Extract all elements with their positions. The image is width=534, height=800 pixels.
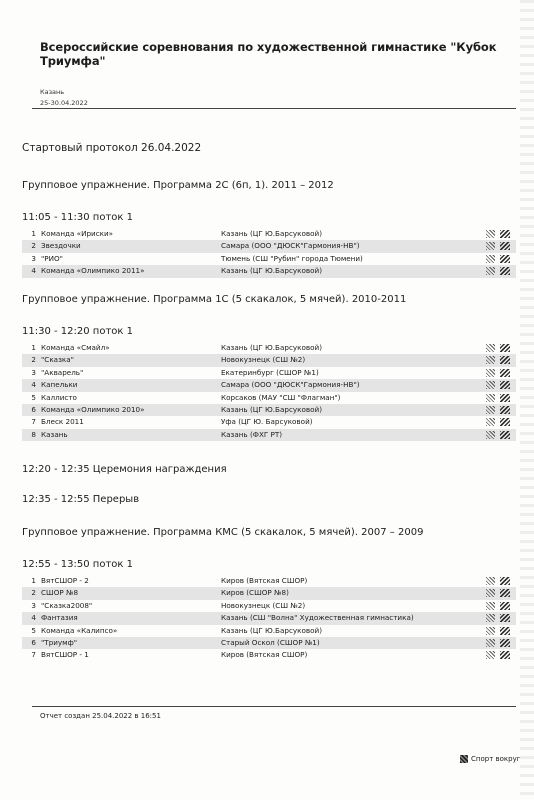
handwritten-marks bbox=[486, 614, 512, 623]
team-name: ВятСШОР - 2 bbox=[41, 576, 89, 585]
team-city: Киров (СШОР №8) bbox=[221, 588, 289, 598]
handwritten-marks bbox=[486, 406, 512, 415]
team-name: СШОР №8 bbox=[41, 588, 79, 598]
team-city: Казань (ФХГ РТ) bbox=[221, 429, 283, 439]
row-number: 2 bbox=[31, 355, 36, 365]
team-name: Команда «Олимпико 2010» bbox=[41, 405, 145, 414]
handwritten-marks bbox=[486, 602, 512, 611]
handwritten-marks bbox=[486, 230, 512, 239]
header-divider bbox=[32, 108, 516, 109]
handwritten-marks bbox=[486, 267, 512, 276]
handwritten-marks bbox=[486, 577, 512, 586]
row-number: 1 bbox=[31, 229, 36, 238]
row-number: 8 bbox=[31, 429, 36, 439]
table-row bbox=[22, 612, 516, 624]
team-city: Тюмень (СШ "Рубин" города Тюмени) bbox=[221, 253, 363, 263]
scan-edge bbox=[520, 0, 534, 800]
team-city: Казань (ЦГ Ю.Барсуковой) bbox=[221, 229, 323, 238]
row-number: 3 bbox=[31, 367, 36, 377]
row-number: 4 bbox=[31, 613, 36, 623]
table-row bbox=[22, 625, 516, 637]
header-dates: 25-30.04.2022 bbox=[40, 99, 88, 107]
team-name: Звездочки bbox=[41, 241, 81, 251]
row-number: 5 bbox=[31, 392, 36, 402]
table-row bbox=[22, 404, 516, 416]
table-row bbox=[22, 379, 516, 391]
team-name: Казань bbox=[41, 429, 68, 439]
team-name: Команда «Калипсо» bbox=[41, 625, 118, 635]
handwritten-marks bbox=[486, 651, 512, 660]
logo-text: Спорт вокруг bbox=[471, 755, 521, 763]
team-city: Новокузнецк (СШ №2) bbox=[221, 355, 306, 365]
row-number: 1 bbox=[31, 576, 36, 585]
table-row bbox=[22, 429, 516, 441]
team-name: ВятСШОР - 1 bbox=[41, 650, 89, 660]
section-title: Групповое упражнение. Программа 1С (5 скакалок, 5 мячей). 2010-2011 bbox=[22, 294, 407, 305]
team-city: Киров (Вятская СШОР) bbox=[221, 576, 308, 585]
handwritten-marks bbox=[486, 356, 512, 365]
table-row bbox=[22, 392, 516, 404]
flow-title: 11:30 - 12:20 поток 1 bbox=[22, 326, 133, 337]
row-number: 3 bbox=[31, 600, 36, 610]
team-name: "РИО" bbox=[41, 253, 63, 263]
row-number: 5 bbox=[31, 625, 36, 635]
team-name: Команда «Ириски» bbox=[41, 229, 114, 238]
team-city: Киров (Вятская СШОР) bbox=[221, 650, 308, 660]
flow-title: 12:55 - 13:50 поток 1 bbox=[22, 559, 133, 570]
table-row bbox=[22, 354, 516, 366]
team-city: Самара (ООО "ДЮСК"Гармония-НВ") bbox=[221, 380, 360, 390]
handwritten-marks bbox=[486, 431, 512, 440]
team-city: Уфа (ЦГ Ю. Барсуковой) bbox=[221, 417, 313, 427]
row-number: 2 bbox=[31, 588, 36, 598]
table-row bbox=[22, 600, 516, 612]
section-title: Групповое упражнение. Программа 2С (6п, 1). 2011 – 2012 bbox=[22, 180, 334, 191]
row-number: 6 bbox=[31, 405, 36, 414]
report-created: Отчет создан 25.04.2022 в 16:51 bbox=[40, 712, 161, 720]
sport-logo bbox=[460, 755, 520, 763]
team-city: Корсаков (МАУ "СШ "Флагман") bbox=[221, 392, 341, 402]
team-city: Казань (ЦГ Ю.Барсуковой) bbox=[221, 405, 323, 414]
flow-title: 11:05 - 11:30 поток 1 bbox=[22, 212, 133, 223]
table-row bbox=[22, 265, 516, 277]
row-number: 7 bbox=[31, 417, 36, 427]
team-city: Казань (ЦГ Ю.Барсуковой) bbox=[221, 343, 323, 352]
competition-title: Всероссийские соревнования по художественной гимнастике "Кубок Триумфа" bbox=[40, 40, 497, 68]
handwritten-marks bbox=[486, 381, 512, 390]
row-number: 4 bbox=[31, 380, 36, 390]
protocol-title: Стартовый протокол 26.04.2022 bbox=[22, 142, 202, 154]
team-name: "Сказка2008" bbox=[41, 600, 93, 610]
handwritten-marks bbox=[486, 242, 512, 251]
handwritten-marks bbox=[486, 394, 512, 403]
team-city: Новокузнецк (СШ №2) bbox=[221, 600, 306, 610]
team-city: Казань (ЦГ Ю.Барсуковой) bbox=[221, 625, 323, 635]
handwritten-marks bbox=[486, 255, 512, 264]
table-row bbox=[22, 416, 516, 428]
row-number: 3 bbox=[31, 253, 36, 263]
table-row bbox=[22, 575, 516, 587]
team-name: Команда «Олимпико 2011» bbox=[41, 266, 145, 276]
row-number: 6 bbox=[31, 638, 36, 647]
handwritten-marks bbox=[486, 627, 512, 636]
team-name: Команда «Смайл» bbox=[41, 343, 110, 352]
team-city: Старый Оскол (СШОР №1) bbox=[221, 638, 320, 647]
team-city: Казань (ЦГ Ю.Барсуковой) bbox=[221, 266, 323, 276]
table-row bbox=[22, 587, 516, 599]
handwritten-marks bbox=[486, 639, 512, 648]
table-row bbox=[22, 228, 516, 240]
team-city: Казань (СШ "Волна" Художественная гимнастика) bbox=[221, 613, 414, 623]
row-number: 4 bbox=[31, 266, 36, 276]
team-name: "Сказка" bbox=[41, 355, 74, 365]
row-number: 1 bbox=[31, 343, 36, 352]
table-row bbox=[22, 637, 516, 649]
team-city: Екатеринбург (СШОР №1) bbox=[221, 367, 319, 377]
handwritten-marks bbox=[486, 344, 512, 353]
row-number: 7 bbox=[31, 650, 36, 660]
handwritten-marks bbox=[486, 418, 512, 427]
row-number: 2 bbox=[31, 241, 36, 251]
ceremony-line: 12:20 - 12:35 Церемония награждения bbox=[22, 464, 227, 475]
team-name: Блеск 2011 bbox=[41, 417, 84, 427]
team-name: Каллисто bbox=[41, 392, 77, 402]
handwritten-marks bbox=[486, 589, 512, 598]
table-row bbox=[22, 240, 516, 252]
team-name: "Акварель" bbox=[41, 367, 84, 377]
table-row bbox=[22, 253, 516, 265]
break-line: 12:35 - 12:55 Перерыв bbox=[22, 494, 140, 505]
table-row bbox=[22, 649, 516, 661]
table-row bbox=[22, 367, 516, 379]
team-name: Капельки bbox=[41, 380, 78, 390]
team-city: Самара (ООО "ДЮСК"Гармония-НВ") bbox=[221, 241, 360, 251]
footer-divider bbox=[32, 706, 516, 707]
logo-icon bbox=[460, 755, 468, 763]
handwritten-marks bbox=[486, 369, 512, 378]
team-name: "Триумф" bbox=[41, 638, 78, 647]
team-name: Фантазия bbox=[41, 613, 78, 623]
header-city: Казань bbox=[40, 88, 65, 96]
table-row bbox=[22, 342, 516, 354]
section-title: Групповое упражнение. Программа КМС (5 скакалок, 5 мячей). 2007 – 2009 bbox=[22, 527, 424, 538]
